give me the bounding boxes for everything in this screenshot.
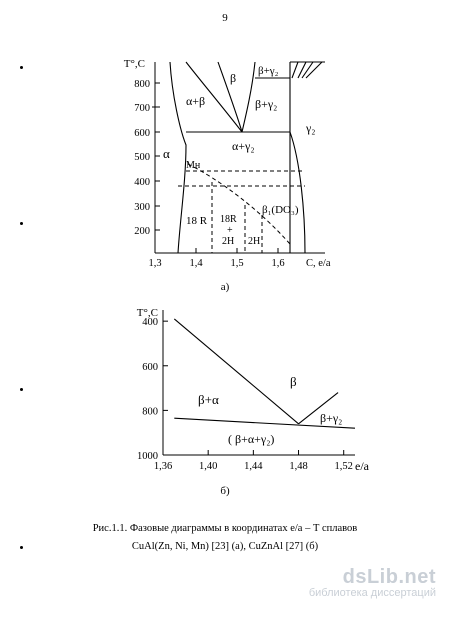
figure-a-label: a) [220,281,230,293]
page-number: 9 [222,12,228,24]
watermark-subtitle: библиотека диссертаций [308,587,436,599]
region-beta1: β₁(DO₃) [262,204,299,216]
region-beta-gamma2: β+γ₂ [255,97,278,111]
y-tick-label: 300 [134,202,150,213]
margin-dot [20,388,23,391]
x-tick-label: 1,40 [198,461,218,472]
region-beta-gamma-top: β+γ₂ [258,65,279,77]
x-tick-label: 1,5 [230,258,244,269]
y-tick-label: 400 [134,177,150,188]
region-alpha-gamma2: α+γ₂ [232,139,255,153]
y-axis-label-b: T°,C [136,307,158,319]
y-tick-label: 800 [134,79,150,90]
x-tick-label: 1,4 [189,258,203,269]
y-tick-label: 400 [142,317,158,329]
x-tick-label: 1,52 [334,461,353,472]
label-mh: Mн [186,160,201,171]
region-beta-b: β [290,374,297,389]
region-2h: 2H [248,236,261,247]
x-axis-label-b: e/a [355,459,369,473]
watermark-logo: dsLib.net [342,566,436,588]
region-18r: 18 R [186,215,208,227]
y-tick-label: 600 [134,128,150,139]
phase-diagram-b [110,298,380,478]
y-tick-label: 1000 [137,451,158,462]
watermark [309,566,436,599]
region-beta-alpha-b: β+α [198,392,219,407]
region-18r-2h-b: 2H [222,236,235,247]
region-beta-gamma2-b: β+γ₂ [320,411,343,425]
x-tick-label: 1,36 [153,461,173,472]
x-tick-label: 1,6 [271,258,285,269]
y-tick-label: 700 [134,103,150,114]
x-tick-label: 1,44 [244,461,263,472]
x-tick-label: 1,3 [148,258,162,269]
phase-boundary-line-1 [174,319,298,424]
region-18r-2h-plus: + [227,225,233,236]
margin-dot [20,222,23,225]
figure-caption-line1: Рис.1.1. Фазовые диаграммы в координатах е/а – Т сплавов [92,523,358,534]
region-beta: β [230,71,237,85]
y-tick-label: 600 [142,361,158,373]
figure-caption-line2: CuAl(Zn, Ni, Mn) [23] (а), CuZnAl [27] (б) [131,541,319,552]
y-axis-label-a: T°,C [123,58,145,70]
region-beta-alpha-gamma2-b: ( β+α+γ₂) [228,432,275,446]
y-tick-label: 200 [134,226,150,237]
y-tick-label: 500 [134,152,150,163]
y-tick-label: 800 [142,406,158,418]
margin-dot [20,66,23,69]
region-gamma2: γ₂ [306,121,316,135]
x-tick-label: 1,48 [289,461,308,472]
region-18r-2h: 18R [220,214,237,225]
phase-diagram-a [110,50,360,290]
x-axis-label-a: C, e/a [306,258,331,269]
region-alpha-beta: α+β [186,94,206,108]
region-alpha: α [163,146,170,161]
figure-b-label: б) [220,485,230,497]
